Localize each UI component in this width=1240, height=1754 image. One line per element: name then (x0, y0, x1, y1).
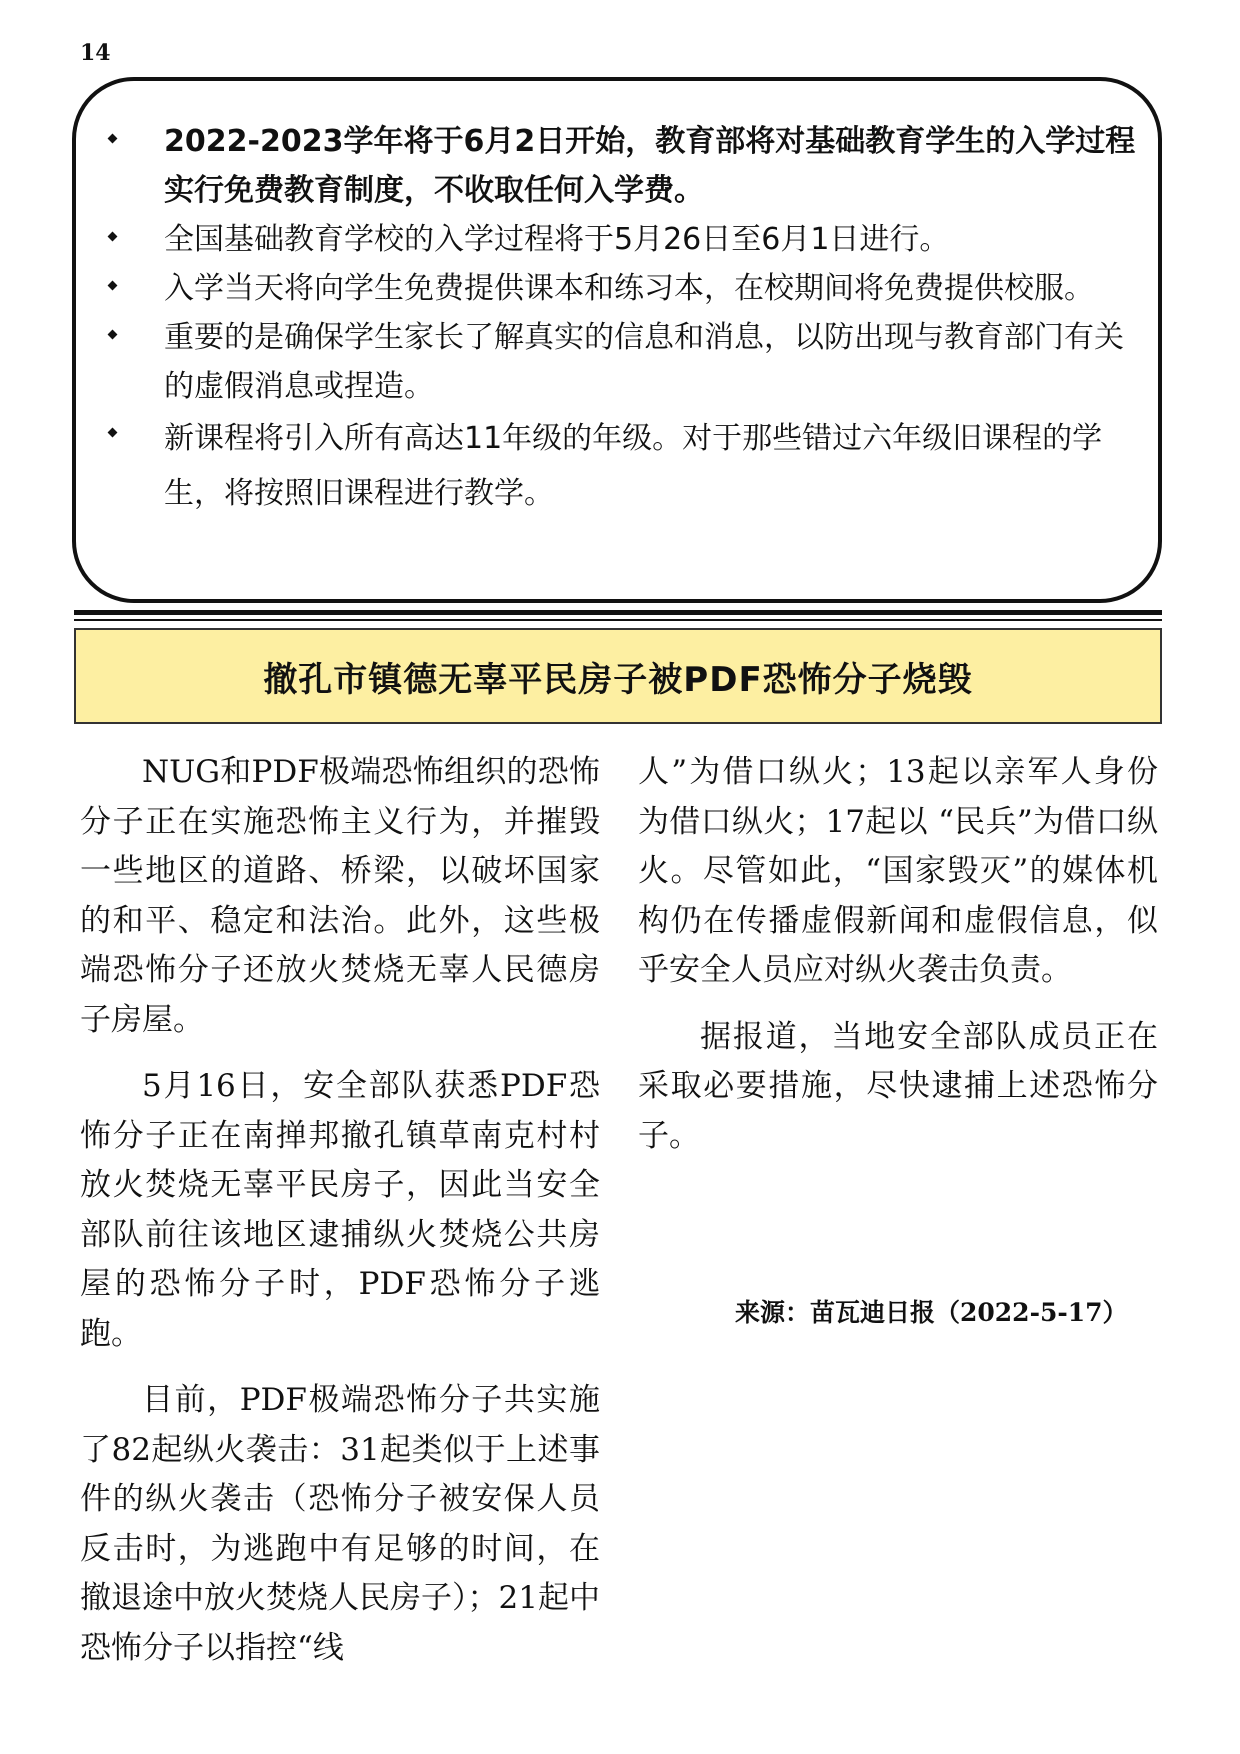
list-item-text: 入学当天将向学生免费提供课本和练习本，在校期间将免费提供校服。 (164, 271, 1094, 306)
list-item-text: 重要的是确保学生家长了解真实的信息和消息，以防出现与教育部门有关的虚假消息或捏造。 (164, 320, 1124, 404)
article-paragraph: 据报道，当地安全部队成员正在采取必要措施，尽快逮捕上述恐怖分子。 (638, 1018, 1158, 1154)
list-item (101, 411, 1151, 521)
article-paragraph: 5月16日，安全部队获悉PDF恐怖分子正在南掸邦撤孔镇草南克村村放火焚烧无辜平民房子，因此当安全部队前往该地区逮捕纵火焚烧公共房屋的恐怖分子时，PDF恐怖分子逃跑。 (80, 1068, 600, 1352)
list-item-text: 新课程将引入所有高达11年级的年级。对于那些错过六年级旧课程的学生，将按照旧课程进行教学。 (164, 421, 1103, 511)
diamond-bullet-icon (108, 330, 118, 340)
list-item-text: 2022-2023学年将于6月2日开始，教育部将对基础教育学生的入学过程实行免费教育制度，不收取任何入学费。 (164, 124, 1136, 208)
article-paragraph: 人”为借口纵火；13起以亲军人身份为借口纵火；17起以 “民兵”为借口纵火。尽管如此，“国家毁灭”的媒体机构仍在传播虚假新闻和虚假信息，似乎安全人员应对纵火袭击负责。 (638, 754, 1158, 988)
diamond-bullet-icon (108, 428, 118, 438)
diamond-bullet-icon (108, 134, 118, 144)
page-number: 14 (80, 40, 111, 66)
headline-banner (74, 628, 1162, 724)
announcement-list (101, 117, 1151, 521)
article-column-right (638, 748, 1158, 1178)
divider-thick (74, 610, 1162, 615)
list-item (101, 264, 1151, 313)
article-headline: 撤孔市镇德无辜平民房子被PDF恐怖分子烧毁 (263, 659, 973, 700)
divider-thin (74, 619, 1162, 621)
article-paragraph: 目前，PDF极端恐怖分子共实施了82起纵火袭击：31起类似于上述事件的纵火袭击（恐怖分子被安保人员反击时，为逃跑中有足够的时间，在撤退途中放火焚烧人民房子）；21起中恐怖分子以指控“线 (80, 1382, 600, 1666)
list-item (101, 215, 1151, 264)
article-source: 来源：苗瓦迪日报（2022-5-17） (735, 1298, 1128, 1327)
list-item (101, 117, 1151, 215)
list-item-text: 全国基础教育学校的入学过程将于5月26日至6月1日进行。 (164, 222, 950, 257)
diamond-bullet-icon (108, 232, 118, 242)
list-item (101, 313, 1151, 411)
announcement-box (72, 77, 1162, 603)
article-paragraph: NUG和PDF极端恐怖组织的恐怖分子正在实施恐怖主义行为，并摧毁一些地区的道路、桥梁，以破坏国家的和平、稳定和法治。此外，这些极端恐怖分子还放火焚烧无辜人民德房子房屋。 (80, 754, 600, 1038)
diamond-bullet-icon (108, 281, 118, 291)
article-column-left (80, 748, 600, 1690)
